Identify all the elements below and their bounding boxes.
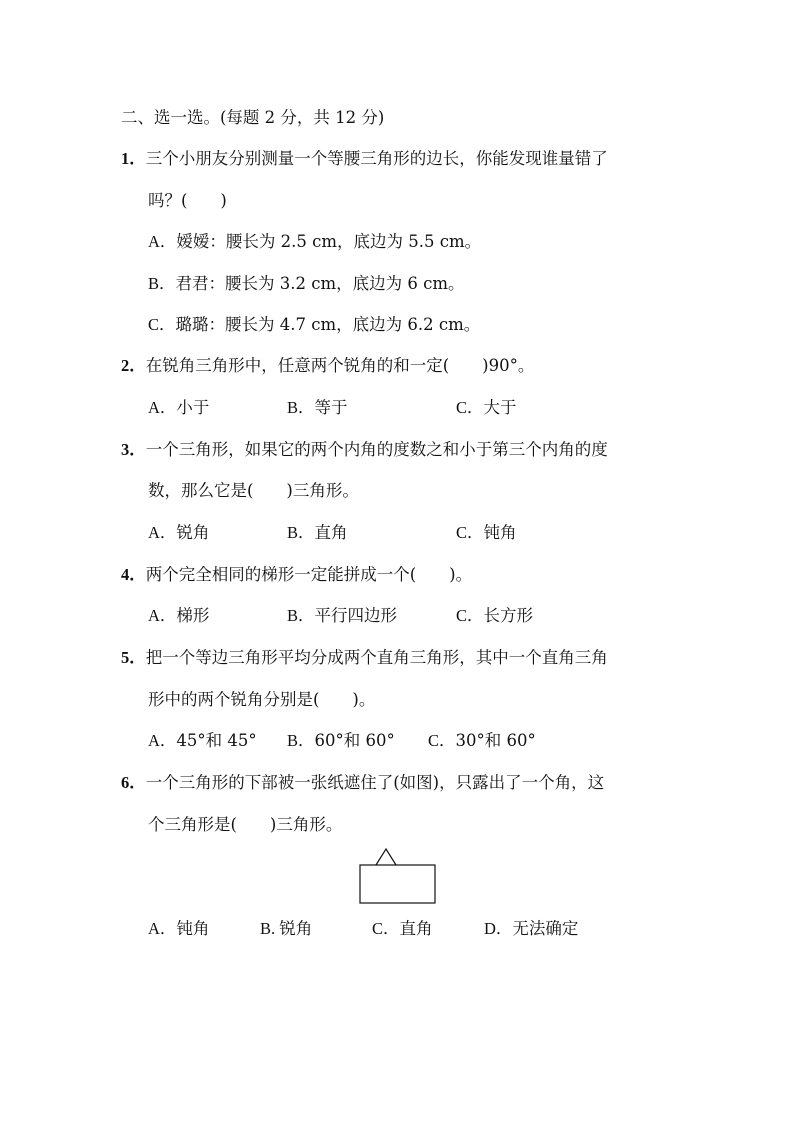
question-text-cont: 形中的两个锐角分别是( )。 <box>148 690 376 709</box>
option-letter: A． <box>148 919 177 938</box>
question-text: 在锐角三角形中，任意两个锐角的和一定( )90°。 <box>145 356 535 375</box>
option-text: 直角 <box>399 919 433 938</box>
triangle-apex-shape <box>376 849 396 865</box>
option-letter: C． <box>148 315 176 334</box>
question-text: 三个小朋友分别测量一个等腰三角形的边长，你能发现谁量错了 <box>145 149 608 168</box>
option-letter: B． <box>148 274 176 293</box>
question-text: 一个三角形的下部被一张纸遮住了(如图)，只露出了一个角，这 <box>145 773 605 792</box>
question-text: 一个三角形，如果它的两个内角的度数之和小于第三个内角的度 <box>145 440 608 459</box>
option-text: 长方形 <box>483 606 534 625</box>
option-b[interactable] <box>260 919 312 939</box>
option-text: 60°和 60° <box>314 731 395 750</box>
option-a[interactable] <box>148 398 209 418</box>
option-text: 平行四边形 <box>314 606 398 625</box>
covering-paper-rectangle <box>360 865 435 903</box>
option-c[interactable] <box>148 315 480 335</box>
option-text: 无法确定 <box>512 919 579 938</box>
option-letter: C． <box>456 398 484 417</box>
option-letter: A． <box>148 606 177 625</box>
option-d[interactable] <box>484 919 578 939</box>
option-letter: C． <box>456 606 484 625</box>
option-a[interactable] <box>148 523 209 543</box>
option-c[interactable] <box>372 919 433 939</box>
option-letter: D． <box>484 919 513 938</box>
option-letter: B． <box>287 398 315 417</box>
option-text: 30°和 60° <box>455 731 536 750</box>
question-number: 6． <box>121 773 146 792</box>
option-text: 45°和 45° <box>176 731 257 750</box>
option-text: 小于 <box>176 398 210 417</box>
option-letter: B. <box>260 919 280 938</box>
option-letter: B． <box>287 731 315 750</box>
option-letter: A． <box>148 232 177 251</box>
option-text: 璐璐：腰长为 4.7 cm，底边为 6.2 cm。 <box>175 315 481 334</box>
question-text: 把一个等边三角形平均分成两个直角三角形，其中一个直角三角 <box>145 648 608 667</box>
covered-triangle-figure <box>358 846 438 906</box>
option-text: 君君：腰长为 3.2 cm，底边为 6 cm。 <box>175 274 465 293</box>
option-a[interactable] <box>148 731 257 751</box>
question-text-cont: 数，那么它是( )三角形。 <box>148 481 359 500</box>
option-c[interactable] <box>456 398 517 418</box>
option-text: 锐角 <box>279 919 313 938</box>
option-b[interactable] <box>287 731 395 751</box>
option-letter: C． <box>456 523 484 542</box>
option-letter: C． <box>372 919 400 938</box>
option-a[interactable] <box>148 232 481 252</box>
option-letter: A． <box>148 731 177 750</box>
option-letter: C． <box>428 731 456 750</box>
option-letter: A． <box>148 523 177 542</box>
option-text: 等于 <box>314 398 348 417</box>
question-number: 4． <box>121 565 146 584</box>
option-letter: B． <box>287 523 315 542</box>
option-letter: A． <box>148 398 177 417</box>
question-number: 3． <box>121 440 146 459</box>
option-letter: B． <box>287 606 315 625</box>
option-a[interactable] <box>148 919 209 939</box>
question-text-cont: 个三角形是( )三角形。 <box>148 815 343 834</box>
question-number: 2． <box>121 356 146 375</box>
question-text: 两个完全相同的梯形一定能拼成一个( )。 <box>145 565 473 584</box>
option-text: 直角 <box>314 523 348 542</box>
option-b[interactable] <box>287 523 348 543</box>
option-b[interactable] <box>287 606 397 626</box>
option-a[interactable] <box>148 606 209 626</box>
question-number: 1． <box>121 149 146 168</box>
section-title: 二、选一选。(每题 2 分，共 12 分) <box>121 108 385 127</box>
option-text: 钝角 <box>176 919 210 938</box>
question-number: 5． <box>121 648 146 667</box>
option-text: 钝角 <box>483 523 517 542</box>
option-c[interactable] <box>428 731 536 751</box>
option-b[interactable] <box>287 398 348 418</box>
option-b[interactable] <box>148 274 465 294</box>
option-text: 梯形 <box>176 606 210 625</box>
question-text-cont: 吗？( ) <box>148 191 227 210</box>
option-c[interactable] <box>456 606 533 626</box>
option-c[interactable] <box>456 523 517 543</box>
option-text: 嫒嫒：腰长为 2.5 cm，底边为 5.5 cm。 <box>176 232 482 251</box>
option-text: 锐角 <box>176 523 210 542</box>
option-text: 大于 <box>483 398 517 417</box>
